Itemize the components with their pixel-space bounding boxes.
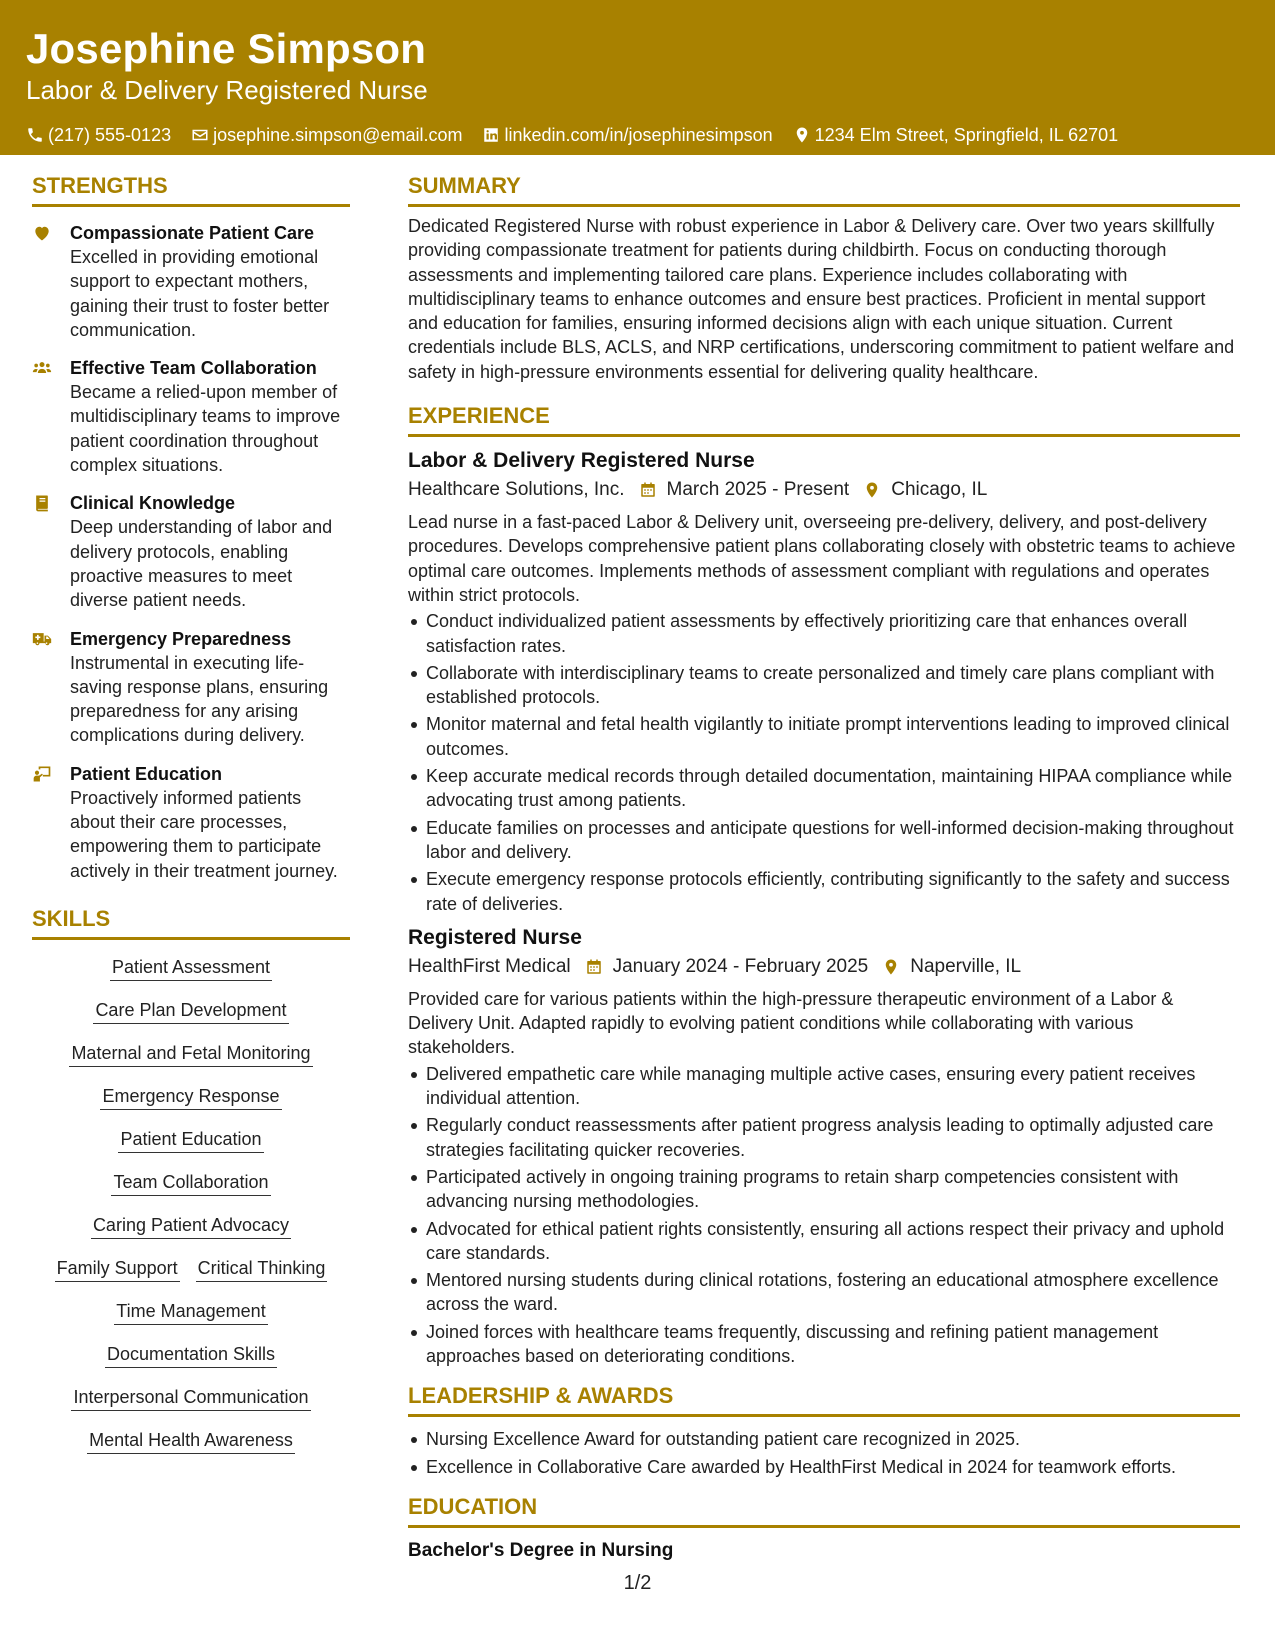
team-icon <box>32 358 52 378</box>
awards-title: LEADERSHIP & AWARDS <box>408 1382 1240 1417</box>
job-description: Provided care for various patients within the high-pressure therapeutic environment of a Labor & Delivery Unit. Adapted rapidly to evolving patient conditions while collaborating with various stakeholders. <box>408 988 1174 1058</box>
contact-address <box>793 124 1119 146</box>
strength-title: Clinical Knowledge <box>70 493 236 514</box>
location-icon <box>882 958 900 976</box>
award-item: Nursing Excellence Award for outstanding patient care recognized in 2025. <box>408 1427 1240 1451</box>
experience-title: EXPERIENCE <box>408 402 1240 437</box>
job-title: Labor & Delivery Registered Nurse <box>408 449 755 473</box>
job-description: Lead nurse in a fast-paced Labor & Delivery unit, overseeing pre-delivery, delivery, and post-delivery procedures. Develops comprehensive patient plans collaborating closely with obstetric teams to achieve optimal care outcomes. Implements methods of assessment compliant with regulations and operates within strict protocols. <box>408 512 1236 605</box>
job-bullet: Monitor maternal and fetal health vigilantly to initiate prompt interventions leading to improved clinical outcomes. <box>408 712 1240 761</box>
phone-icon <box>26 126 44 144</box>
page-number: 1/2 <box>623 1572 652 1594</box>
strength-item <box>32 491 350 612</box>
job-bullet: Execute emergency response protocols efficiently, contributing significantly to the safety and success rate of deliveries. <box>408 867 1240 916</box>
right-column <box>408 172 1240 1564</box>
contact-bar <box>26 124 1275 146</box>
award-item: Excellence in Collaborative Care awarded by HealthFirst Medical in 2024 for teamwork efforts. <box>408 1455 1240 1479</box>
job-meta <box>408 477 1240 503</box>
strength-item <box>32 356 350 477</box>
job-bullet: Participated actively in ongoing training programs to retain sharp competencies consistent with advancing nursing methodologies. <box>408 1165 1240 1214</box>
skill-tag: Team Collaboration <box>111 1171 270 1196</box>
skill-row <box>63 1386 318 1411</box>
contact-email-text: josephine.simpson@email.com <box>213 125 463 145</box>
candidate-name: Josephine Simpson <box>26 25 427 72</box>
job-bullet: Keep accurate medical records through detailed documentation, maintaining HIPAA compliance while advocating trust among patients. <box>408 764 1240 813</box>
job-company: HealthFirst Medical <box>408 955 571 977</box>
job-bullet: Regularly conduct reassessments after patient progress analysis leading to optimally adjusted care strategies facilitating quicker recoveries. <box>408 1113 1240 1162</box>
job-location: Chicago, IL <box>891 479 988 501</box>
linkedin-icon <box>482 126 500 144</box>
job-company: Healthcare Solutions, Inc. <box>408 479 625 501</box>
strength-desc: Deep understanding of labor and delivery protocols, enabling proactive measures to meet diverse patient needs. <box>70 517 333 611</box>
job-meta <box>408 954 1240 980</box>
skill-tag: Maternal and Fetal Monitoring <box>69 1042 312 1067</box>
contact-email[interactable] <box>191 124 462 146</box>
resume-header <box>0 0 1275 155</box>
skill-tag: Documentation Skills <box>105 1343 277 1368</box>
education-title: EDUCATION <box>408 1493 1240 1528</box>
job-bullet: Joined forces with healthcare teams frequently, discussing and refining patient management approaches based on deteriorating conditions. <box>408 1320 1240 1369</box>
skill-tag: Critical Thinking <box>196 1257 328 1282</box>
location-icon <box>863 481 881 499</box>
teacher-icon <box>32 764 52 784</box>
skill-row <box>83 1214 299 1239</box>
awards-list <box>408 1427 1240 1479</box>
summary-title: SUMMARY <box>408 172 1240 207</box>
strength-item <box>32 762 350 883</box>
left-column <box>32 172 350 1472</box>
job-bullet: Conduct individualized patient assessments by effectively prioritizing care that enhances overall satisfaction rates. <box>408 609 1240 658</box>
skill-tag: Patient Education <box>118 1128 263 1153</box>
book-icon <box>32 493 52 513</box>
job-title: Registered Nurse <box>408 925 582 949</box>
job-bullet: Delivered empathetic care while managing multiple active cases, ensuring every patient receives individual attention. <box>408 1062 1240 1111</box>
calendar-icon <box>639 481 657 499</box>
contact-linkedin[interactable] <box>482 124 772 146</box>
job-entry <box>408 447 1240 916</box>
job-dates: January 2024 - February 2025 <box>612 955 869 977</box>
strength-title: Patient Education <box>70 763 223 784</box>
strength-desc: Became a relied-upon member of multidisciplinary teams to improve patient coordination throughout complex situations. <box>70 382 341 476</box>
skill-tag: Mental Health Awareness <box>87 1429 295 1454</box>
job-entry <box>408 924 1240 1368</box>
skill-row <box>92 1085 289 1110</box>
strength-item <box>32 627 350 748</box>
skill-tag: Family Support <box>55 1257 180 1282</box>
email-icon <box>191 126 209 144</box>
skill-row <box>47 1257 336 1282</box>
candidate-role: Labor & Delivery Registered Nurse <box>26 75 428 105</box>
skills-title: SKILLS <box>32 905 350 940</box>
skill-row <box>79 1429 303 1454</box>
job-bullet: Mentored nursing students during clinical rotations, fostering an educational atmosphere excellence across the ward. <box>408 1268 1240 1317</box>
contact-phone-text: (217) 555-0123 <box>48 125 172 145</box>
skill-row <box>103 1171 278 1196</box>
job-dates: March 2025 - Present <box>666 479 850 501</box>
job-bullet: Advocated for ethical patient rights consistently, ensuring all actions respect their privacy and uphold care standards. <box>408 1217 1240 1266</box>
job-bullets <box>408 1062 1240 1369</box>
calendar-icon <box>585 958 603 976</box>
skill-tag: Interpersonal Communication <box>71 1386 310 1411</box>
contact-phone[interactable] <box>26 124 171 146</box>
job-bullet: Educate families on processes and anticipate questions for well-informed decision-making throughout labor and delivery. <box>408 816 1240 865</box>
education-degree: Bachelor's Degree in Nursing <box>408 1539 674 1561</box>
strengths-title: STRENGTHS <box>32 172 350 207</box>
strength-title: Emergency Preparedness <box>70 628 292 649</box>
strength-item <box>32 221 350 342</box>
contact-address-text: 1234 Elm Street, Springfield, IL 62701 <box>814 125 1119 145</box>
skill-tag: Time Management <box>114 1300 267 1325</box>
skill-row <box>102 956 280 981</box>
job-location: Naperville, IL <box>910 955 1022 977</box>
skill-row <box>106 1300 275 1325</box>
job-bullets <box>408 609 1240 916</box>
skill-tag: Caring Patient Advocacy <box>91 1214 291 1239</box>
summary-text: Dedicated Registered Nurse with robust experience in Labor & Delivery care. Over two years skillfully providing compassionate treatment for patients during childbirth. Focus on conducting thorough assessments and implementing tailored care plans. Experience includes collaborating with multidisciplinary teams to enhance outcomes and ensure best practices. Proficient in mental support and education for families, ensuring informed decisions align with each unique situation. Current credentials include BLS, ACLS, and NRP certifications, underscoring commitment to patient welfare and safety in high-pressure environments essential for delivering quality healthcare. <box>408 216 1235 382</box>
skill-row <box>97 1343 285 1368</box>
location-icon <box>793 126 811 144</box>
strength-desc: Excelled in providing emotional support to expectant mothers, gaining their trust to foster better communication. <box>70 247 330 340</box>
strength-desc: Instrumental in executing life-saving response plans, ensuring preparedness for any arising complications during delivery. <box>70 652 329 746</box>
contact-linkedin-text: linkedin.com/in/josephinesimpson <box>504 125 773 145</box>
strength-title: Compassionate Patient Care <box>70 223 315 243</box>
skill-row <box>85 999 296 1024</box>
heart-icon <box>32 223 52 243</box>
skill-row <box>110 1128 271 1153</box>
strength-title: Effective Team Collaboration <box>70 358 317 379</box>
ambulance-icon <box>32 629 52 649</box>
skill-tag: Patient Assessment <box>110 956 272 981</box>
strength-desc: Proactively informed patients about their care processes, empowering them to participate actively in their treatment journey. <box>70 787 338 881</box>
skill-tag: Emergency Response <box>100 1085 281 1110</box>
skill-row <box>61 1042 320 1067</box>
skill-tag: Care Plan Development <box>93 999 288 1024</box>
skills-list <box>32 956 350 1472</box>
job-bullet: Collaborate with interdisciplinary teams to create personalized and timely care plans compliant with established protocols. <box>408 661 1240 710</box>
